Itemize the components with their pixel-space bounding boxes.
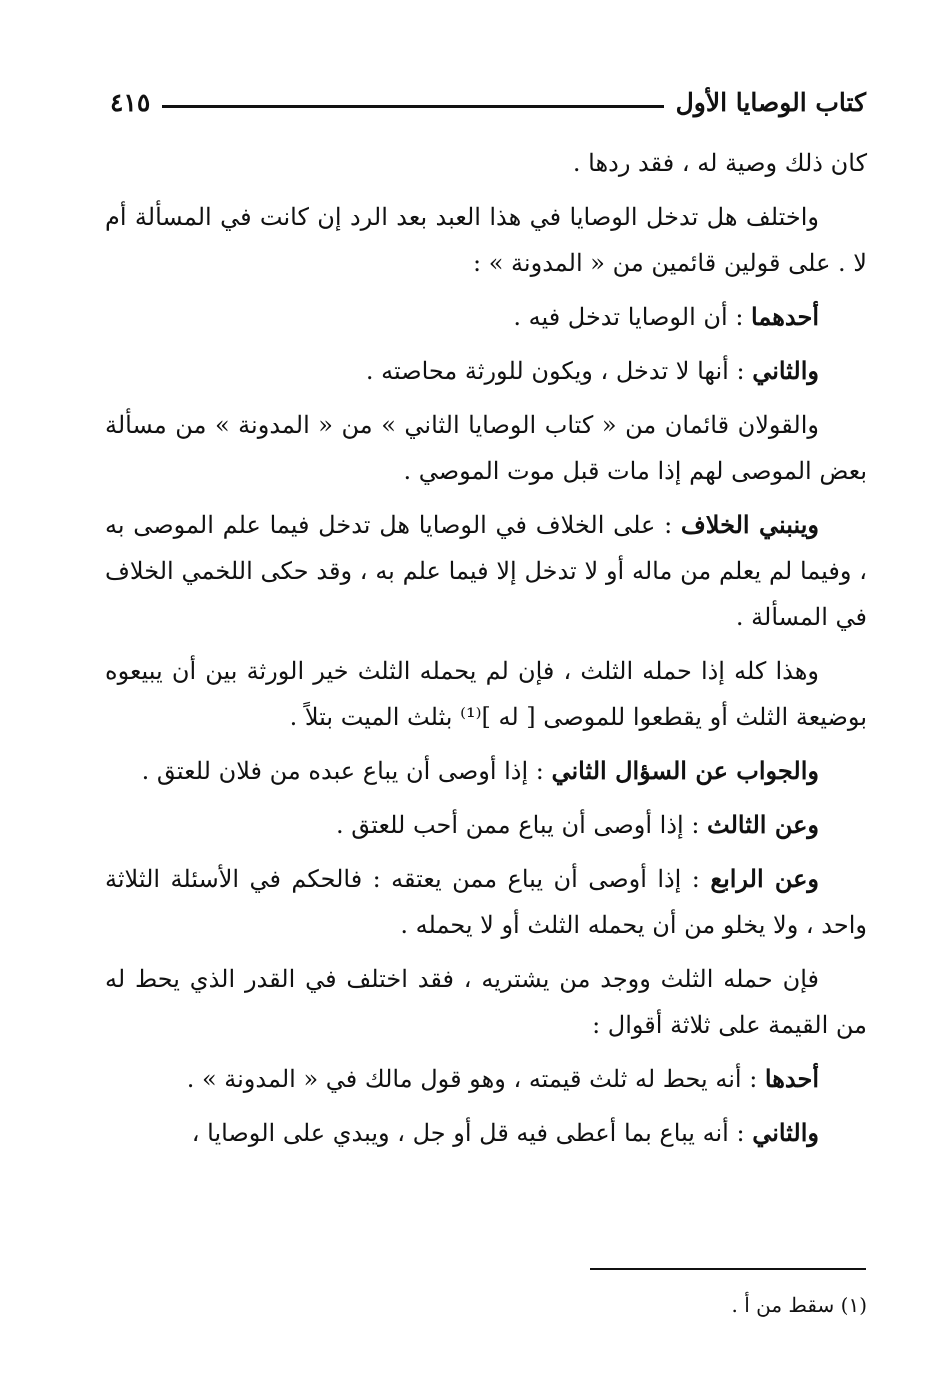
paragraph-lead: والثاني [752,1118,819,1147]
paragraph-text: : إذا أوصى أن يباع عبده من فلان للعتق . [141,757,552,785]
paragraph-text: : إذا أوصى أن يباع ممن يعتقه : فالحكم في الأسئلة الثلاثة واحد ، ولا يخلو من أن يحمله الثلث أو لا يحمله . [105,865,867,939]
paragraph-text: : أنها لا تدخل ، ويكون للورثة محاصته . [365,357,753,385]
paragraph-10 [105,856,867,948]
running-header [110,80,866,124]
paragraph-text: : على الخلاف في الوصايا هل تدخل فيما علم الموصى به ، وفيما لم يعلم من ماله أو لا تدخل إلا فيما علم به ، وقد حكى اللخمي الخلاف في المسألة . [105,511,867,631]
paragraph-lead: أحدهما [751,302,819,331]
paragraph-6 [105,502,867,640]
paragraph-text: : إذا أوصى أن يباع ممن أحب للعتق . [335,811,708,839]
paragraph-lead: والجواب عن السؤال الثاني [551,756,819,785]
paragraph-lead: وعن الثالث [707,810,819,839]
paragraph-1 [105,140,867,186]
footnote: (١) سقط من أ . [731,1293,867,1317]
header-rule [162,105,663,108]
paragraph-11 [105,956,867,1048]
paragraph-8 [105,748,867,794]
paragraph-lead: أحدها [764,1064,819,1093]
paragraph-12 [105,1056,867,1102]
paragraph-text: فإن حمله الثلث ووجد من يشتريه ، فقد اختلف في القدر الذي يحط له من القيمة على ثلاثة أقوال : [105,965,867,1039]
paragraph-4 [105,348,867,394]
paragraph-text: وهذا كله إذا حمله الثلث ، فإن لم يحمله الثلث خير الورثة بين أن يبيعوه بوضيعة الثلث أو يقطعوا للموصى [ له ]⁽¹⁾ بثلث الميت بتلاً . [105,657,867,731]
paragraph-text: : أنه يحط له ثلث قيمته ، وهو قول مالك في « المدونة » . [186,1065,765,1093]
paragraph-13 [105,1110,867,1156]
paragraph-5 [105,402,867,494]
paragraph-lead: والثاني [752,356,819,385]
footnote-rule [590,1268,866,1270]
page-number: ٤١٥ [110,87,151,117]
paragraph-text: والقولان قائمان من « كتاب الوصايا الثاني » من « المدونة » من مسألة بعض الموصى لهم إذا مات قبل موت الموصي . [105,411,867,485]
body-text [105,140,867,1164]
paragraph-3 [105,294,867,340]
paragraph-9 [105,802,867,848]
book-title: كتاب الوصايا الأول [675,87,866,117]
paragraph-text: واختلف هل تدخل الوصايا في هذا العبد بعد الرد إن كانت في المسألة أم لا . على قولين قائمين من « المدونة » : [105,203,867,277]
paragraph-text: : أنه يباع بما أعطى فيه قل أو جل ، ويبدي على الوصايا ، [191,1119,753,1147]
paragraph-lead: وينبني الخلاف [680,510,819,539]
paragraph-lead: وعن الرابع [710,864,819,893]
paragraph-text: : أن الوصايا تدخل فيه . [513,303,752,331]
paragraph-7 [105,648,867,740]
paragraph-2 [105,194,867,286]
paragraph-text: كان ذلك وصية له ، فقد ردها . [572,149,867,177]
